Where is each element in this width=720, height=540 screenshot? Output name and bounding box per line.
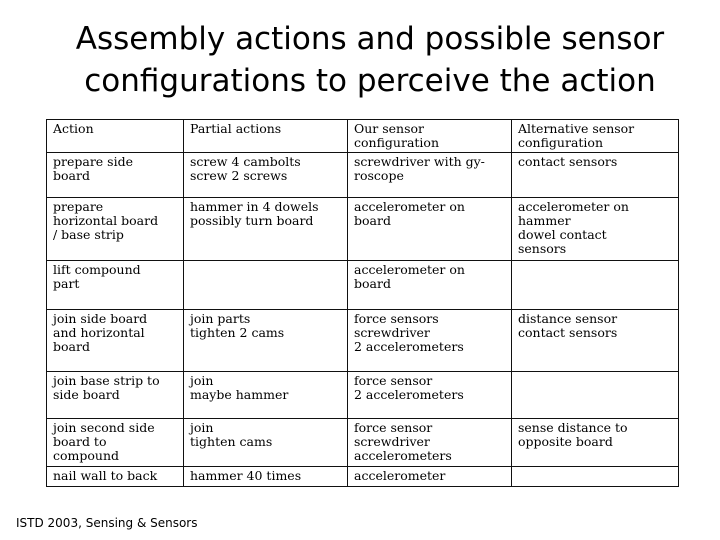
header-alternative-sensor-configuration: Alternative sensor configuration — [512, 120, 679, 153]
table-row — [47, 372, 679, 419]
table-cell — [184, 261, 348, 310]
table-cell: accelerometer on board — [348, 261, 512, 310]
table-cell: hammer in 4 dowels possibly turn board — [184, 198, 348, 261]
table-cell: lift compound part — [47, 261, 184, 310]
table-cell: join parts tighten 2 cams — [184, 310, 348, 372]
table-cell: accelerometer — [348, 467, 512, 487]
table-cell — [512, 372, 679, 419]
table-cell: join side board and horizontal board — [47, 310, 184, 372]
table-cell: force sensor 2 accelerometers — [348, 372, 512, 419]
table-row — [47, 198, 679, 261]
table-cell: contact sensors — [512, 153, 679, 198]
table-cell: accelerometer on hammer dowel contact sensors — [512, 198, 679, 261]
table-cell: prepare side board — [47, 153, 184, 198]
table-cell: screwdriver with gy- roscope — [348, 153, 512, 198]
table-cell — [512, 467, 679, 487]
table-header-row — [47, 120, 679, 153]
table-cell: prepare horizontal board / base strip — [47, 198, 184, 261]
table-cell: force sensors screwdriver 2 accelerometers — [348, 310, 512, 372]
table-cell: join base strip to side board — [47, 372, 184, 419]
table-cell: nail wall to back — [47, 467, 184, 487]
table-cell: join second side board to compound — [47, 419, 184, 467]
table-row — [47, 419, 679, 467]
slide-title: Assembly actions and possible sensor configurations to perceive the action — [75, 21, 665, 99]
header-our-sensor-configuration: Our sensor configuration — [348, 120, 512, 153]
table-cell: hammer 40 times — [184, 467, 348, 487]
table-row — [47, 261, 679, 310]
table-cell: screw 4 cambolts screw 2 screws — [184, 153, 348, 198]
assembly-table — [46, 119, 679, 487]
table-cell: distance sensor contact sensors — [512, 310, 679, 372]
table-cell: force sensor screwdriver accelerometers — [348, 419, 512, 467]
table-row — [47, 467, 679, 487]
table-cell: sense distance to opposite board — [512, 419, 679, 467]
header-partial-actions: Partial actions — [184, 120, 348, 153]
table-cell: join maybe hammer — [184, 372, 348, 419]
table-cell: accelerometer on board — [348, 198, 512, 261]
table-row — [47, 153, 679, 198]
header-action: Action — [47, 120, 184, 153]
table-cell: join tighten cams — [184, 419, 348, 467]
slide-footer: ISTD 2003, Sensing & Sensors — [16, 516, 198, 530]
table-row — [47, 310, 679, 372]
table-cell — [512, 261, 679, 310]
